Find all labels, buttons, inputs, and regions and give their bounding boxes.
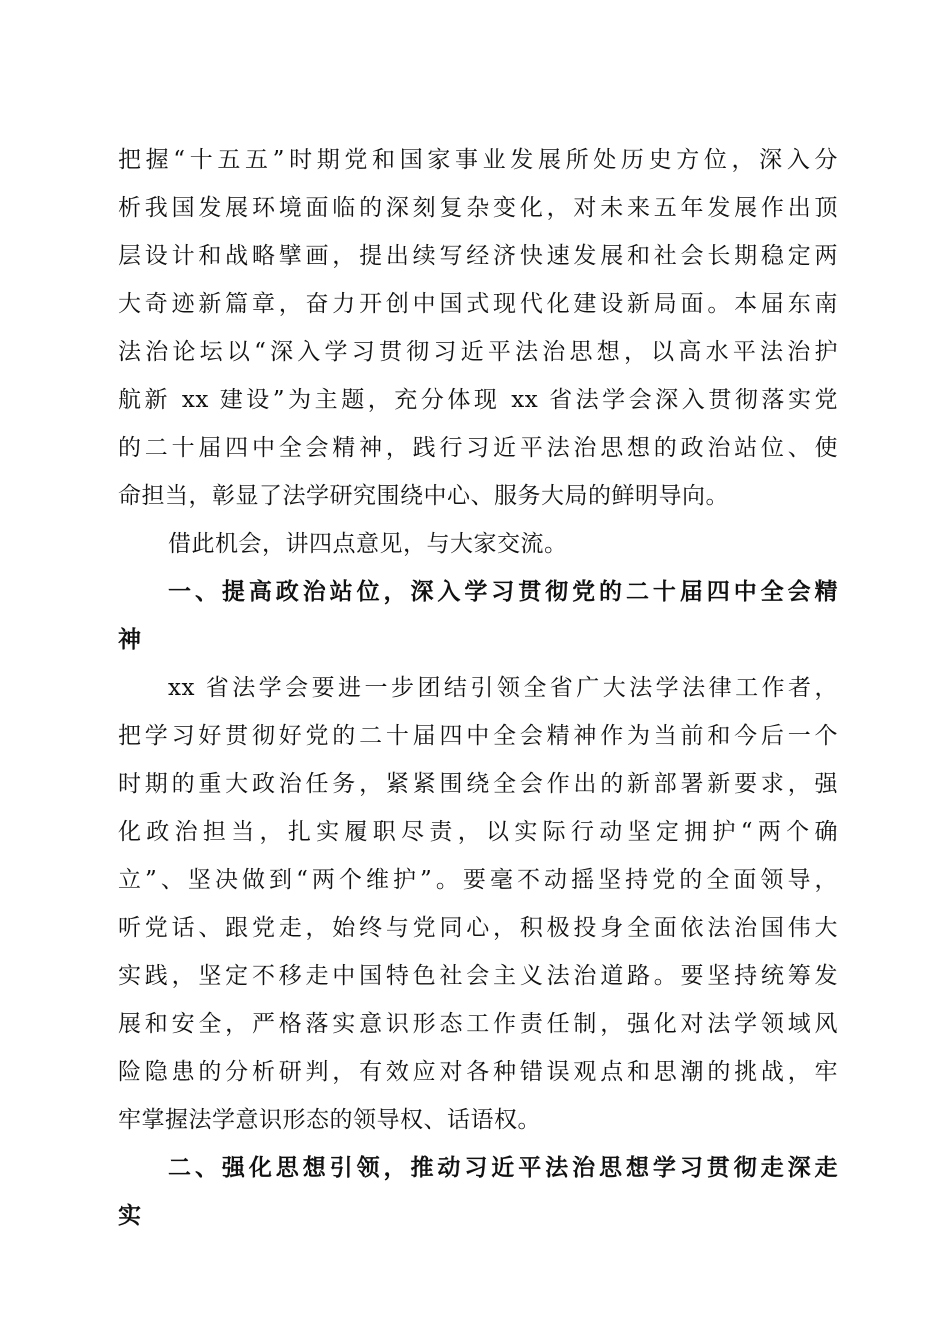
intro-line-8: 命担当，彰显了法学研究围绕中心、服务大局的鲜明导向。: [118, 483, 729, 509]
section1-body-line-4: 化政治担当，扎实履职尽责，以实际行动坚定拥护“两个确: [118, 819, 838, 845]
intro-line-5: 法治论坛以“深入学习贯彻习近平法治思想，以高水平法治护: [118, 339, 838, 365]
section2-heading-line-2: 实: [118, 1203, 142, 1229]
section1-heading-line-1: 一、提高政治站位，深入学习贯彻党的二十届四中全会精: [168, 579, 838, 605]
section1-heading-line-2: 神: [118, 627, 142, 653]
intro-line-3: 层设计和战略擘画，提出续写经济快速发展和社会长期稳定两: [118, 243, 838, 269]
transition-paragraph: 借此机会，讲四点意见，与大家交流。: [168, 531, 568, 557]
section1-body-line-6: 听党话、跟党走，始终与党同心，积极投身全面依法治国伟大: [118, 915, 838, 941]
intro-line-7: 的二十届四中全会精神，践行习近平法治思想的政治站位、使: [118, 435, 838, 461]
section1-body-line-10: 牢掌握法学意识形态的领导权、话语权。: [118, 1107, 541, 1133]
section1-body-line-8: 展和安全，严格落实意识形态工作责任制，强化对法学领域风: [118, 1011, 838, 1037]
section2-heading-line-1: 二、强化思想引领，推动习近平法治思想学习贯彻走深走: [168, 1155, 838, 1181]
intro-line-4: 大奇迹新篇章，奋力开创中国式现代化建设新局面。本届东南: [118, 291, 838, 317]
section1-body-line-1: xx 省法学会要进一步团结引领全省广大法学法律工作者，: [168, 675, 838, 701]
section1-body-line-7: 实践，坚定不移走中国特色社会主义法治道路。要坚持统筹发: [118, 963, 838, 989]
section1-body-line-5: 立”、坚决做到“两个维护”。要毫不动摇坚持党的全面领导，: [118, 867, 838, 893]
section1-body-line-9: 险隐患的分析研判，有效应对各种错误观点和思潮的挑战，牢: [118, 1059, 838, 1085]
intro-line-2: 析我国发展环境面临的深刻复杂变化，对未来五年发展作出顶: [118, 195, 838, 221]
section1-body-line-3: 时期的重大政治任务，紧紧围绕全会作出的新部署新要求，强: [118, 771, 838, 797]
intro-line-6: 航新 xx 建设”为主题，充分体现 xx 省法学会深入贯彻落实党: [118, 387, 838, 413]
intro-line-1: 把握“十五五”时期党和国家事业发展所处历史方位，深入分: [118, 147, 838, 173]
section1-body-line-2: 把学习好贯彻好党的二十届四中全会精神作为当前和今后一个: [118, 723, 838, 749]
